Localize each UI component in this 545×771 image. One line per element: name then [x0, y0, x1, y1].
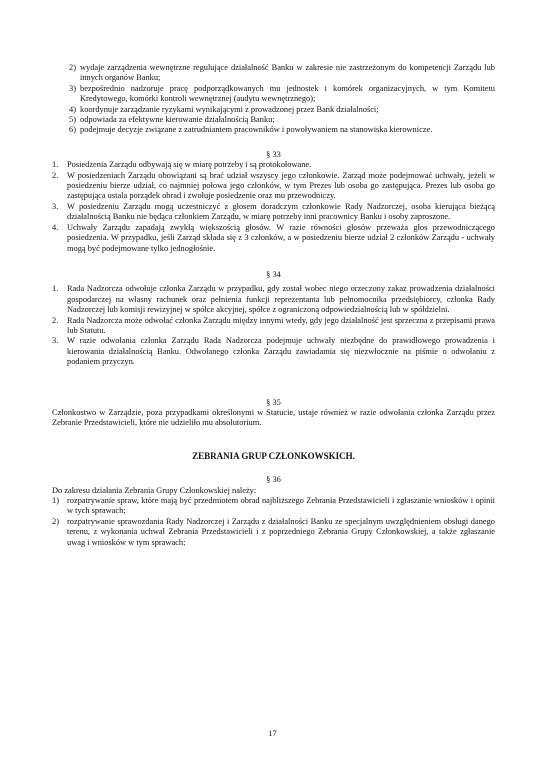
list-item: 1. Posiedzenia Zarządu odbywają się w miarę potrzeby i są protokołowane.	[52, 160, 312, 170]
list-item: 2) rozpatrywanie sprawozdania Rady Nadzorczej i Zarządu z działalności Banku ze specjalnym uwzględnieniem obsługi danego terenu, z wykonania uchwał Zebrania Przedstawicieli i z poprzedniego Zebrania Grupy Członkowskiej, a także zgłaszanie uwag i wniosków w tym sprawach;	[52, 516, 495, 547]
section-36-list	[52, 496, 495, 548]
list-item: 6) podejmuje decyzje związane z zatrudnianiem pracowników i powoływaniem na stanowiska kierownicze.	[69, 125, 433, 135]
page-content	[52, 63, 495, 548]
section-35-text: Członkostwo w Zarządzie, poza przypadkami określonymi w Statucie, ustaje również w razie odwołania członka Zarządu przez Zebranie Przedstawicieli, które nie udzieliło mu absolutorium.	[52, 407, 495, 428]
section-title-35: § 35	[266, 397, 281, 407]
section-title-33: § 33	[266, 149, 281, 159]
page-number: 17	[268, 729, 277, 738]
list-item: 3) bezpośrednio nadzoruje pracę podporządkowanych mu jednostek i komórek organizacyjnych, w tym Komitetu Kredytowego, komórki kontroli wewnętrznej (audytu wewnętrznego);	[69, 83, 495, 104]
list-item: 2. Rada Nadzorcza może odwołać członka Zarządu między innymi wtedy, gdy jego działalność jest sprzeczna z przepisami prawa lub Statutu.	[52, 315, 495, 335]
list-item: 1. Rada Nadzorcza odwołuje członka Zarządu w przypadku, gdy został wobec niego orzeczony zakaz prowadzenia działalności gospodarczej na własny rachunek oraz pełnienia funkcji reprezentanta lub pełnomocnika przedsiębiorcy, członka Rady Nadzorczej lub komisji rewizyjnej w spółce akcyjnej, spółce z ograniczoną odpowiedzialnością lub w spółdzielni.	[52, 284, 495, 315]
list-item: 4. Uchwały Zarządu zapadają zwykłą większością głosów. W razie równości głosów przeważa głos przewodniczącego posiedzenia. W przypadku, jeśli Zarząd składa się z 3 członków, a w posiedzeniu bierze udział 2 członków Zarządu - uchwały mogą być podejmowane tylko jednogłośnie.	[52, 222, 495, 253]
list-item: 2. W posiedzeniach Zarządu obowiązani są brać udział wszyscy jego członkowie. Zarząd może podejmować uchwały, jeżeli w posiedzeniu bierze udział, co najmniej połowa jego członków, w tym Prezes lub osoba go zastępująca. Prezes lub osoba go zastępująca ustala porządek obrad i zwołuje posiedzenie oraz mu przewodniczy.	[52, 170, 495, 201]
list-item: 5) odpowiada za efektywne kierowanie działalnością Banku;	[69, 115, 275, 125]
list-item: 1) rozpatrywanie spraw, które mają być przedmiotem obrad najbliższego Zebrania Przedstawicieli i zgłaszanie wniosków i opinii w tych sprawach;	[52, 496, 495, 516]
chapter-heading: ZEBRANIA GRUP CZŁONKOWSKICH.	[192, 450, 355, 461]
list-item: 3. W razie odwołania członka Zarządu Rada Nadzorcza podejmuje uchwały niezbędne do prawidłowego prowadzenia i kierowania działalnością Banku. Odwołanego członka Zarządu zawiadamia się niezwłocznie na piśmie o odwołaniu z podaniem przyczyn.	[52, 336, 495, 367]
list-item: 4) koordynuje zarządzanie ryzykami wynikającymi z prowadzonej przez Bank działalności;	[69, 104, 379, 114]
list-item: 3. W posiedzeniu Zarządu mogą uczestniczyć z głosem doradczym członkowie Rady Nadzorczej, osoba kierująca bieżącą działalnością Banku nie będąca członkiem Zarządu, w miarę potrzeby inni pracownicy Banku i osoby zaproszone.	[52, 201, 495, 222]
section-34-list	[52, 284, 495, 367]
section-36-intro: Do zakresu działania Zebrania Grupy Członkowskiej należy:	[52, 485, 257, 495]
section-33-list	[52, 160, 495, 254]
list-item: 2) wydaje zarządzenia wewnętrzne regulujące działalność Banku w zakresie nie zastrzeżonym do kompetencji Zarządu lub innych organów Banku;	[69, 63, 495, 83]
section-title-34: § 34	[266, 269, 281, 279]
top-list	[52, 63, 495, 136]
section-title-36: § 36	[266, 475, 281, 485]
